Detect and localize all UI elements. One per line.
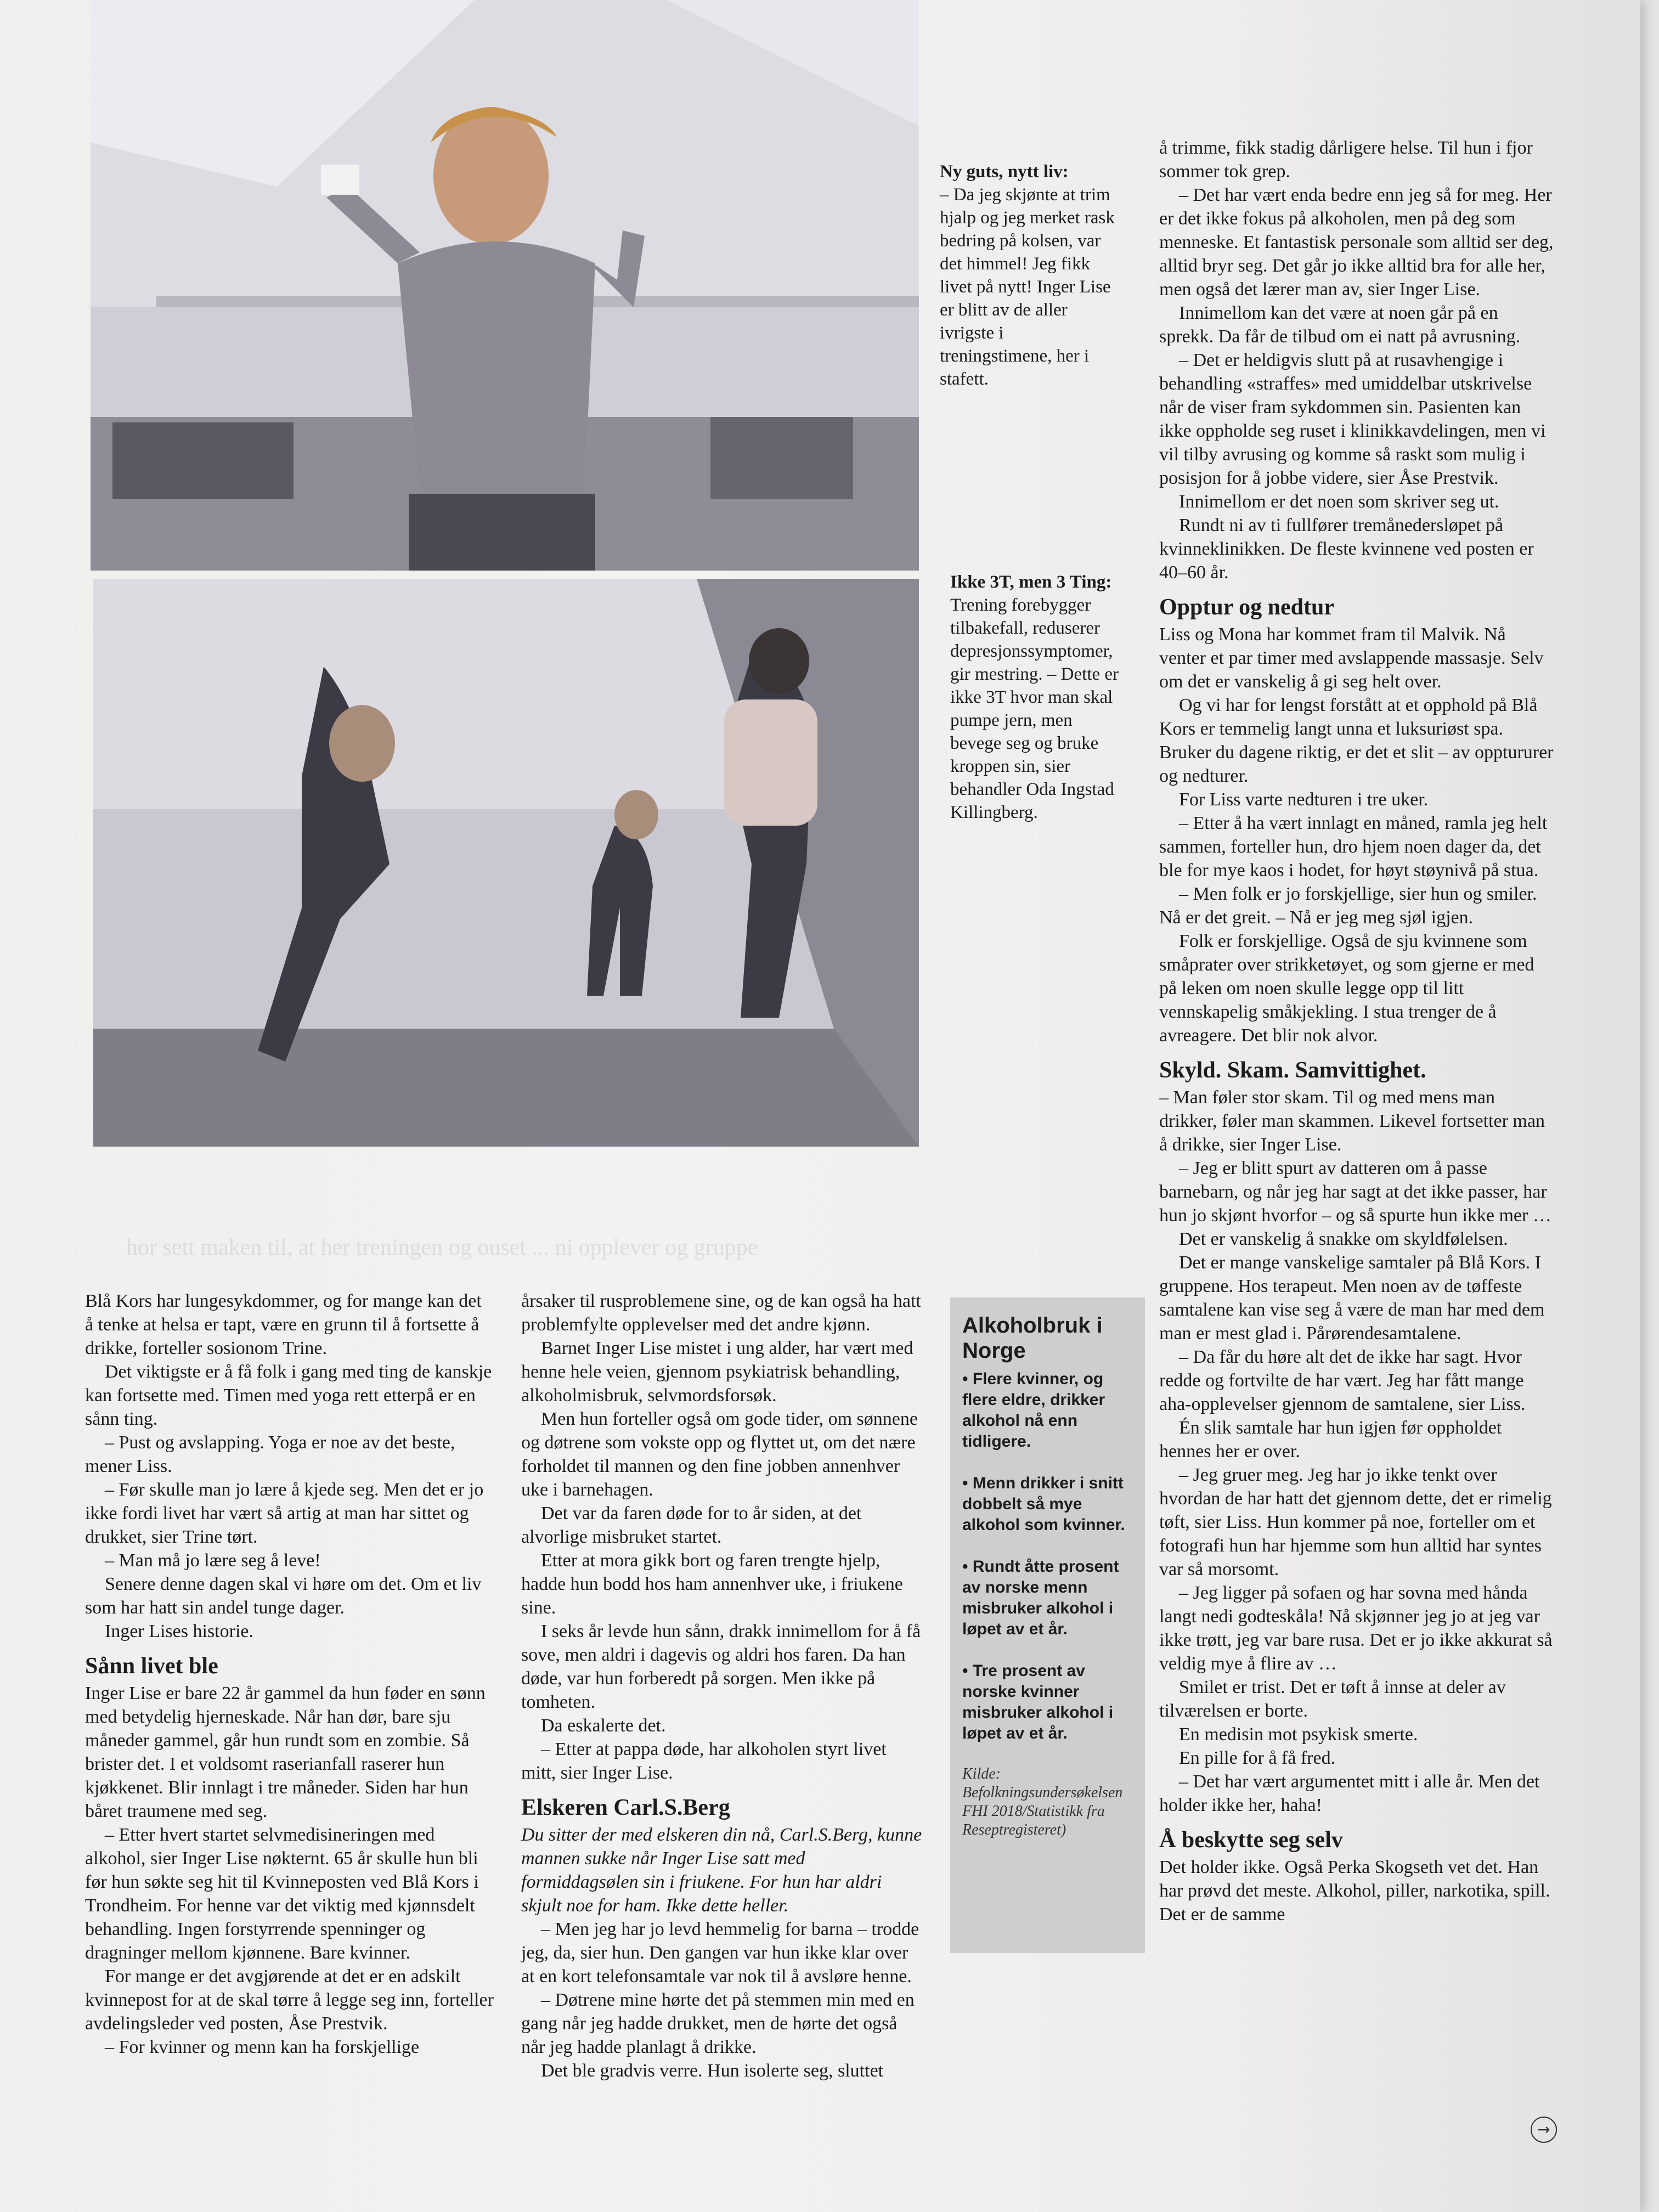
paragraph: – Da får du høre alt det de ikke har sagt. Hvor redde og fortvilte de har vært. Jeg har fått mange aha-opplevelser gjennom de samtalene, sier Liss. [1159,1347,1526,1414]
paragraph: For mange er det avgjørende at det er en adskilt kvinnepost for at de skal tørre å legge seg inn, forteller avdelingsleder ved posten, Åse Prestvik. [85,1966,494,2034]
factbox-source: Kilde: Befolkningsundersøkelsen FHI 2018/Statistikk fra Reseptregisteret) [962,1765,1123,1838]
paragraph: Inger Lises historie. [105,1621,253,1641]
paragraph: Barnet Inger Lise mistet i ung alder, har vært med henne hele veien, gjennom psykiatrisk behandling, alkoholmisbruk, selvmordsforsøk. [521,1338,913,1406]
paragraph: Det var da faren døde for to år siden, at det alvorlige misbruket startet. [521,1503,862,1547]
paragraph: – Det er heldigvis slutt på at rusavhengige i behandling «straffes» med umiddelbar utskrivelse når de viser fram sykdommen sin. Pasienten kan ikke oppholde seg ruset i klinikkavdelingen, men vi vil tilby avrusing og komme så raskt som mulig i posisjon for å jobbe videre, sier Åse Prestvik. [1159,350,1546,488]
paragraph: – Jeg er blitt spurt av datteren om å passe barnebarn, og når jeg har sagt at det ikke passer, har hun jo skjønt hvorfor – og så spurte hun ikke mer … [1159,1158,1551,1226]
paragraph: Da eskalerte det. [541,1716,666,1736]
paragraph: – Jeg gruer meg. Jeg har jo ikke tenkt over hvordan de har hatt det gjennom dette, det er rimelig tøft, sier Liss. Hun kommer på noe, forteller om et fotografi hun har hjemme som hun alltid har syntes var så morsomt. [1159,1465,1552,1579]
paragraph: årsaker til rusproblemene sine, og de kan også ha hatt problemfylte opplevelser med det andre kjønn. [521,1291,921,1335]
caption2-body: Trening forebygger tilbakefall, reduserer depresjonssymptomer, gir mestring. – Dette er ikke 3T hvor man skal pumpe jern, men bevege seg og bruke kroppen sin, sier behandler Oda Ingstad Killingberg. [950,595,1119,822]
paragraph: Du sitter der med elskeren din nå, Carl.S.Berg, kunne mannen sukke når Inger Lise satt med formiddagsølen sin i friukene. For hun har aldri skjult noe for ham. Ikke dette heller. [521,1825,922,1916]
factbox-fact: • Tre prosent av norske kvinner misbruker alkohol i løpet av et år. [962,1662,1114,1742]
paragraph: Liss og Mona har kommet fram til Malvik. Nå venter et par timer med avslappende massasje. Selv om det er vanskelig å gi seg helt over. [1159,624,1544,692]
paragraph: Det holder ikke. Også Perka Skogseth vet det. Han har prøvd det meste. Alkohol, piller, narkotika, spill. Det er de samme [1159,1857,1550,1925]
continue-arrow-icon: → [1531,2117,1557,2143]
paragraph: Smilet er trist. Det er tøft å innse at deler av tilværelsen er borte. [1159,1677,1506,1721]
factbox-fact: • Menn drikker i snitt dobbelt så mye alkohol som kvinner. [962,1474,1125,1534]
paragraph: – Man må jo lære seg å leve! [105,1550,321,1571]
paragraph: I seks år levde hun sånn, drakk innimellom for å få sove, men aldri i dagevis og aldri hos faren. Da han døde, var hun forberedt på sorgen. Men ikke på tomheten. [521,1621,921,1712]
subheading-beskytte: Å beskytte seg selv [1159,1827,1343,1853]
paragraph: – Men jeg har jo levd hemmelig for barna – trodde jeg, da, sier hun. Den gangen var hun ikke klar over at en kort telefonsamtale var nok til å avsløre henne. [521,1919,919,1987]
factbox-alkoholbruk [950,1297,1145,1953]
factbox-fact: • Flere kvinner, og flere eldre, drikker alkohol nå enn tidligere. [962,1370,1105,1451]
caption1-body: – Da jeg skjønte at trim hjalp og jeg merket rask bedring på kolsen, var det himmel! Jeg fikk livet på nytt! Inger Lise er blitt av de aller ivrigste i treningstimene, her i stafett. [940,185,1115,389]
paragraph: Inger Lise er bare 22 år gammel da hun føder en sønn med betydelig hjerneskade. Når han dør, bare sju måneder gammel, går hun rundt som en zombie. Så brister det. I et voldsomt raserianfall raserer hun kjøkkenet. Blir innlagt i tre måneder. Siden har hun båret traumene med seg. [85,1683,486,1821]
paragraph: Det er vanskelig å snakke om skyldfølelsen. [1179,1229,1508,1249]
paragraph: Én slik samtale har hun igjen før oppholdet hennes her er over. [1159,1418,1502,1462]
paragraph: – Etter at pappa døde, har alkoholen styrt livet mitt, sier Inger Lise. [521,1739,887,1783]
paragraph: – Jeg ligger på sofaen og har sovna med hånda langt nedi godteskåla! Nå skjønner jeg jo at jeg var ikke trøtt, jeg var bare rusa. Det er jo ikke akkurat så veldig mye å flire av … [1159,1583,1553,1674]
paragraph: Etter at mora gikk bort og faren trengte hjelp, hadde hun bodd hos ham annenhver uke, i friukene sine. [521,1550,903,1618]
subheading-opptur: Opptur og nedtur [1159,595,1334,620]
article-column-2 [521,1289,924,2083]
factbox-title: Alkoholbruk i Norge [962,1313,1103,1363]
paragraph: – Etter å ha vært innlagt en måned, ramla jeg helt sammen, forteller hun, dro hjem noen dager da, det ble for mye kaos i hodet, for høyt støynivå på stua. [1159,813,1548,881]
paragraph: å trimme, fikk stadig dårligere helse. Til hun i fjor sommer tok grep. [1159,138,1533,182]
photo1-caption [940,160,1115,391]
paragraph: – Før skulle man jo lære å kjede seg. Men det er jo ikke fordi livet har vært så artig at man har sittet og drukket, sier Trine tørt. [85,1480,484,1547]
paragraph: Men hun forteller også om gode tider, om sønnene og døtrene som vokste opp og flyttet ut, om det nære forholdet til mannen og den fine jobben annenhver uke i barnehagen. [521,1409,918,1500]
paragraph: Det er mange vanskelige samtaler på Blå Kors. I gruppene. Hos terapeut. Men noen av de tøffeste samtalene kan vise seg å være de man har med dem man er mest glad i. Pårørendesamtalene. [1159,1252,1545,1344]
subheading-skyld: Skyld. Skam. Samvittighet. [1159,1058,1426,1083]
paragraph: – Det har vært argumentet mitt i alle år. Men det holder ikke her, haha! [1159,1771,1540,1815]
paragraph: Innimellom er det noen som skriver seg ut. [1179,492,1499,512]
paragraph: Og vi har for lengst forstått at et opphold på Blå Kors er temmelig langt unna et luksuriøst spa. Bruker du dagene riktig, er det et slit – av opptururer og nedturer. [1159,695,1554,786]
article-column-1 [85,1289,494,2059]
paragraph: Blå Kors har lungesykdommer, og for mange kan det å tenke at helsa er tapt, være en grunn til å fortsette å drikke, forteller sosionom Trine. [85,1291,482,1358]
paragraph: Folk er forskjellige. Også de sju kvinnene som småprater over strikketøyet, og som gjerne er med på leken om noen skulle legge opp til litt vennskapelig småkjekling. I stua trenger de å avreagere. Det blir nok alvor. [1159,931,1534,1046]
photo-group-jumping [93,579,919,1147]
subheading-elskeren: Elskeren Carl.S.Berg [521,1795,730,1820]
photo2-caption [950,571,1123,824]
article-column-right [1159,136,1554,1926]
paragraph: En medisin mot psykisk smerte. [1179,1724,1418,1745]
paragraph: – Man føler stor skam. Til og med mens man drikker, føler man skammen. Likevel fortsetter man å drikke, sier Inger Lise. [1159,1087,1545,1155]
paragraph: – Men folk er jo forskjellige, sier hun og smiler. Nå er det greit. – Nå er jeg meg sjøl igjen. [1159,884,1537,928]
photo-woman-exercising [91,0,919,571]
subheading-sann: Sånn livet ble [85,1654,218,1679]
paragraph: Innimellom kan det være at noen går på en sprekk. Da får de tilbud om ei natt på avrusning. [1159,303,1521,347]
paragraph: Rundt ni av ti fullfører tremånedersløpet på kvinneklinikken. De fleste kvinnene ved posten er 40–60 år. [1159,515,1534,583]
paragraph: – For kvinner og menn kan ha forskjellige [105,2037,420,2057]
paragraph: Det viktigste er å få folk i gang med ting de kanskje kan fortsette med. Timen med yoga rett etterpå er en sånn ting. [85,1362,492,1429]
paragraph: – Døtrene mine hørte det på stemmen min med en gang når jeg hadde drukket, men de hørte det også når jeg hadde planlagt å drikke. [521,1990,915,2057]
paragraph: En pille for å få fred. [1179,1748,1336,1768]
paragraph: – Pust og avslapping. Yoga er noe av det beste, mener Liss. [85,1432,455,1476]
paragraph: Det ble gradvis verre. Hun isolerte seg, sluttet [541,2061,884,2081]
caption1-heading: Ny guts, nytt liv: [940,162,1069,182]
show-through-text: hor sett maken til, at her treningen og ouset ... ni opplever og gruppe [126,1235,758,1260]
caption2-heading: Ikke 3T, men 3 Ting: [950,572,1112,592]
paragraph: – Det har vært enda bedre enn jeg så for meg. Her er det ikke fokus på alkoholen, men på deg som menneske. Et fantastisk personale som alltid ser deg, alltid bryr seg. Det går jo ikke alltid bra for alle her, men også det lærer man av, sier Inger Lise. [1159,185,1554,300]
paragraph: Senere denne dagen skal vi høre om det. Om et liv som har hatt sin andel tunge dager. [85,1574,482,1618]
paragraph: For Liss varte nedturen i tre uker. [1179,789,1429,810]
paragraph: – Etter hvert startet selvmedisineringen med alkohol, sier Inger Lise nøkternt. 65 år skulle hun bli før hun søkte seg hit til Kvinneposten ved Blå Kors i Trondheim. For henne var det viktig med kjønnsdelt behandling. Ingen forstyrrende spenninger og dragninger mellom kjønnene. Bare kvinner. [85,1825,479,1963]
factbox-fact: • Rundt åtte prosent av norske menn misbruker alkohol i løpet av et år. [962,1558,1119,1638]
